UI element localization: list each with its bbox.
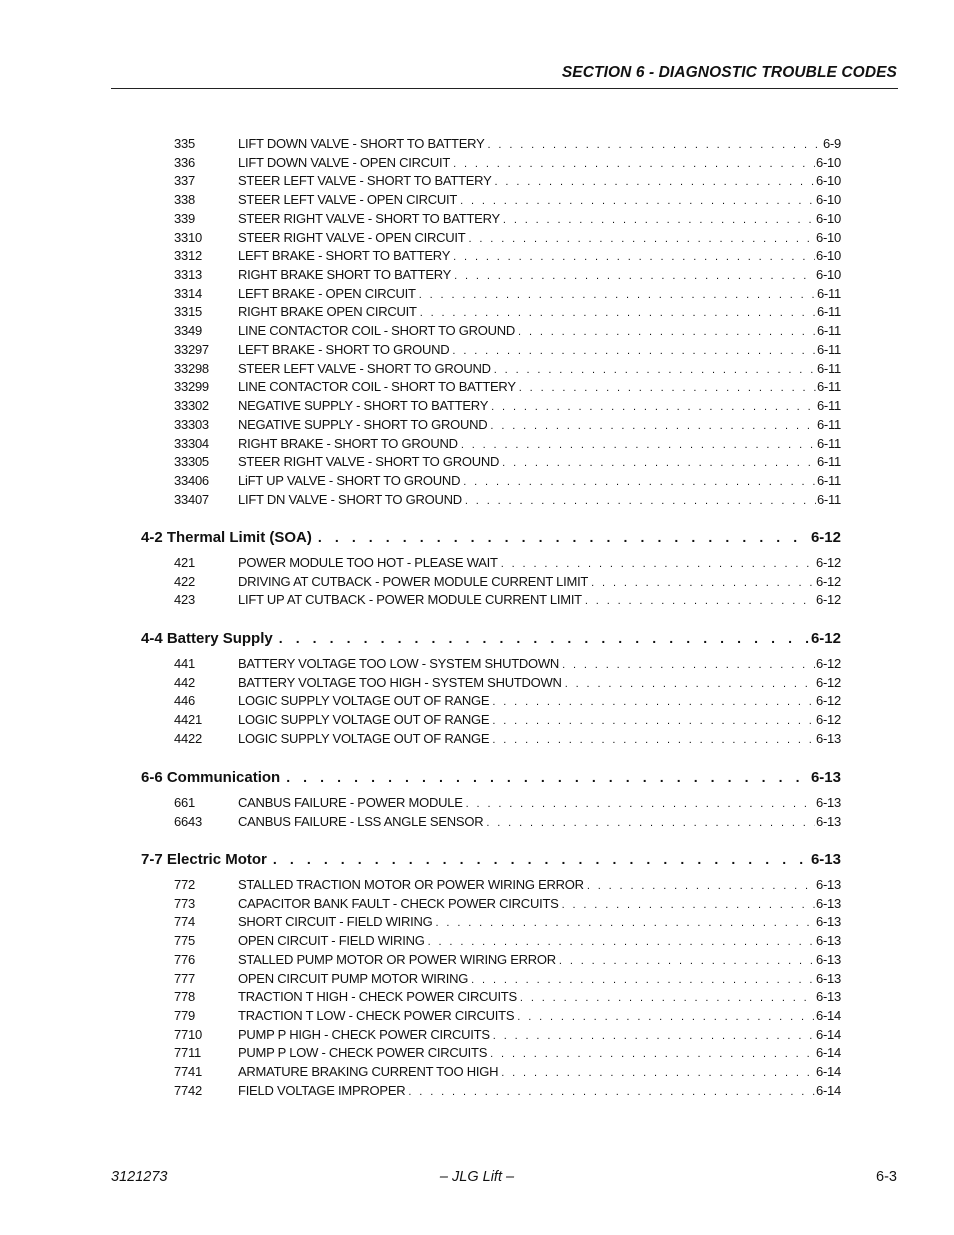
dot-leader <box>494 361 816 380</box>
entry-leader-line <box>238 1044 841 1064</box>
entry-page: 6-12 <box>815 592 841 608</box>
toc-entry[interactable] <box>0 322 954 341</box>
fault-code: 33297 <box>174 341 209 357</box>
fault-description: STALLED PUMP MOTOR OR POWER WIRING ERROR <box>238 951 556 967</box>
fault-description: LOGIC SUPPLY VOLTAGE OUT OF RANGE <box>238 712 490 728</box>
dot-leader <box>587 877 815 896</box>
fault-code: 7742 <box>174 1082 202 1098</box>
entry-page: 6-12 <box>815 693 841 709</box>
toc-entry[interactable] <box>0 435 954 454</box>
entry-leader-line <box>238 1063 841 1083</box>
toc-entry[interactable] <box>0 1044 954 1063</box>
entry-leader-line <box>238 360 841 380</box>
fault-description: LEFT BRAKE - SHORT TO BATTERY <box>238 248 451 264</box>
toc-section-heading[interactable] <box>141 766 841 788</box>
section-heading-page: 6-13 <box>810 769 841 786</box>
fault-code: 33305 <box>174 454 209 470</box>
entry-leader-line <box>238 285 841 305</box>
dot-leader <box>501 1064 815 1083</box>
fault-code: 33299 <box>174 379 209 395</box>
toc-entry[interactable] <box>0 1063 954 1082</box>
dot-leader <box>273 848 809 870</box>
fault-description: RIGHT BRAKE OPEN CIRCUIT <box>238 304 417 320</box>
entry-leader-line <box>238 1082 841 1102</box>
fault-code: 776 <box>174 951 195 967</box>
section-heading-label: 4-4 Battery Supply <box>141 630 273 647</box>
entry-leader-line <box>238 416 841 436</box>
entry-page: 6-14 <box>815 1064 841 1080</box>
toc-entry[interactable] <box>0 932 954 951</box>
section-heading-page: 6-12 <box>810 630 841 647</box>
entry-page: 6-11 <box>816 360 841 376</box>
fault-description: ARMATURE BRAKING CURRENT TOO HIGH <box>238 1064 499 1080</box>
fault-description: LIFT UP AT CUTBACK - POWER MODULE CURRENT LIMIT <box>238 592 582 608</box>
toc-entry[interactable] <box>0 711 954 730</box>
fault-code: 3315 <box>174 304 202 320</box>
entry-leader-line <box>238 591 841 611</box>
dot-leader <box>517 1008 815 1027</box>
fault-code: 33407 <box>174 491 209 507</box>
fault-description: SHORT CIRCUIT - FIELD WIRING <box>238 914 433 930</box>
entry-leader-line <box>238 554 841 574</box>
fault-code: 33298 <box>174 360 209 376</box>
fault-code: 779 <box>174 1008 195 1024</box>
fault-description: BATTERY VOLTAGE TOO LOW - SYSTEM SHUTDOWN <box>238 656 560 671</box>
toc-entry[interactable] <box>0 491 954 510</box>
fault-code: 778 <box>174 989 195 1005</box>
fault-code: 33304 <box>174 435 209 451</box>
entry-leader-line <box>238 1026 841 1046</box>
fault-description: TRACTION T HIGH - CHECK POWER CIRCUITS <box>238 989 517 1005</box>
toc-entry[interactable] <box>0 341 954 360</box>
entry-leader-line <box>238 951 841 971</box>
toc-entry[interactable] <box>0 895 954 914</box>
toc-entry[interactable] <box>0 692 954 711</box>
dot-leader <box>501 555 815 574</box>
entry-leader-line <box>238 932 841 952</box>
fault-code: 4422 <box>174 730 202 746</box>
toc-entry[interactable] <box>0 378 954 397</box>
fault-code: 33406 <box>174 472 209 488</box>
entry-leader-line <box>238 813 841 833</box>
entry-page: 6-13 <box>815 951 841 967</box>
dot-leader <box>491 398 816 417</box>
entry-leader-line <box>238 303 841 323</box>
dot-leader <box>452 342 816 361</box>
entry-leader-line <box>238 135 841 155</box>
fault-code: 442 <box>174 674 195 690</box>
dot-leader <box>279 627 809 649</box>
entry-page: 6-9 <box>822 136 841 151</box>
dot-leader <box>461 436 816 455</box>
fault-description: CANBUS FAILURE - POWER MODULE <box>238 795 463 810</box>
toc-entry[interactable] <box>0 229 954 248</box>
dot-leader <box>562 896 815 915</box>
entry-leader-line <box>238 266 841 286</box>
fault-description: NEGATIVE SUPPLY - SHORT TO BATTERY <box>238 398 489 414</box>
entry-leader-line <box>238 472 841 492</box>
dot-leader <box>318 526 809 548</box>
entry-page: 6-10 <box>815 248 841 264</box>
toc-entry[interactable] <box>0 303 954 322</box>
dot-leader <box>490 1045 815 1064</box>
entry-page: 6-12 <box>815 555 841 570</box>
toc-entry[interactable] <box>0 655 954 674</box>
dot-leader <box>493 1027 815 1046</box>
toc-section-heading[interactable] <box>141 526 841 548</box>
fault-code: 7711 <box>174 1045 201 1061</box>
entry-leader-line <box>238 210 841 230</box>
fault-description: OPEN CIRCUIT - FIELD WIRING <box>238 933 425 949</box>
fault-code: 421 <box>174 555 195 570</box>
dot-leader <box>486 814 815 833</box>
entry-leader-line <box>238 970 841 990</box>
fault-code: 337 <box>174 173 195 189</box>
dot-leader <box>453 155 815 174</box>
toc-entry[interactable] <box>0 970 954 989</box>
dot-leader <box>502 454 816 473</box>
fault-code: 661 <box>174 795 195 810</box>
fault-code: 33303 <box>174 416 209 432</box>
fault-description: TRACTION T LOW - CHECK POWER CIRCUITS <box>238 1008 515 1024</box>
toc-entry[interactable] <box>0 247 954 266</box>
fault-description: NEGATIVE SUPPLY - SHORT TO GROUND <box>238 416 488 432</box>
entry-page: 6-13 <box>815 877 841 892</box>
fault-code: 3314 <box>174 285 202 301</box>
fault-description: RIGHT BRAKE - SHORT TO GROUND <box>238 435 458 451</box>
entry-page: 6-13 <box>815 813 841 829</box>
entry-page: 6-14 <box>815 1045 841 1061</box>
entry-leader-line <box>238 247 841 267</box>
entry-page: 6-12 <box>815 573 841 589</box>
fault-description: DRIVING AT CUTBACK - POWER MODULE CURRENT LIMIT <box>238 573 589 589</box>
section-heading-page: 6-12 <box>810 529 841 546</box>
toc-entry[interactable] <box>0 266 954 285</box>
fault-description: LINE CONTACTOR COIL - SHORT TO GROUND <box>238 323 516 339</box>
fault-description: OPEN CIRCUIT PUMP MOTOR WIRING <box>238 970 469 986</box>
fault-description: POWER MODULE TOO HOT - PLEASE WAIT <box>238 555 498 570</box>
fault-description: LOGIC SUPPLY VOLTAGE OUT OF RANGE <box>238 730 490 746</box>
entry-page: 6-11 <box>816 304 841 320</box>
fault-description: LOGIC SUPPLY VOLTAGE OUT OF RANGE <box>238 693 490 709</box>
entry-page: 6-11 <box>816 454 841 470</box>
entry-page: 6-10 <box>815 210 841 226</box>
dot-leader <box>519 379 816 398</box>
entry-leader-line <box>238 711 841 731</box>
fault-code: 4421 <box>174 712 202 728</box>
entry-leader-line <box>238 397 841 417</box>
entry-leader-line <box>238 491 841 511</box>
entry-leader-line <box>238 435 841 455</box>
dot-leader <box>492 693 815 712</box>
entry-page: 6-13 <box>815 933 841 949</box>
entry-page: 6-13 <box>815 989 841 1005</box>
dot-leader <box>495 173 815 192</box>
fault-code: 777 <box>174 970 195 986</box>
entry-leader-line <box>238 154 841 174</box>
entry-page: 6-11 <box>816 285 841 301</box>
entry-page: 6-10 <box>815 154 841 170</box>
entry-page: 6-12 <box>815 674 841 690</box>
dot-leader <box>518 323 816 342</box>
entry-leader-line <box>238 655 841 675</box>
fault-description: RIGHT BRAKE SHORT TO BATTERY <box>238 267 452 283</box>
fault-code: 336 <box>174 154 195 170</box>
entry-leader-line <box>238 172 841 192</box>
toc-entry[interactable] <box>0 210 954 229</box>
entry-page: 6-11 <box>816 398 841 414</box>
dot-leader <box>488 136 822 155</box>
fault-code: 773 <box>174 895 195 911</box>
toc-entry[interactable] <box>0 172 954 191</box>
toc-section-heading[interactable] <box>141 848 841 870</box>
entry-page: 6-13 <box>815 895 841 911</box>
entry-leader-line <box>238 794 841 814</box>
toc-entry[interactable] <box>0 554 954 573</box>
section-title: SECTION 6 - DIAGNOSTIC TROUBLE CODES <box>561 64 897 81</box>
section-heading-label: 7-7 Electric Motor <box>141 851 267 868</box>
toc-entry[interactable] <box>0 135 954 154</box>
toc-entry[interactable] <box>0 1026 954 1045</box>
toc-entry[interactable] <box>0 285 954 304</box>
dot-leader <box>436 914 815 933</box>
entry-leader-line <box>238 341 841 361</box>
toc-entry[interactable] <box>0 591 954 610</box>
fault-description: LEFT BRAKE - OPEN CIRCUIT <box>238 285 416 301</box>
fault-code: 6643 <box>174 813 202 829</box>
dot-leader <box>465 492 816 511</box>
fault-code: 774 <box>174 914 195 930</box>
dot-leader <box>453 248 815 267</box>
entry-page: 6-10 <box>815 229 841 245</box>
entry-leader-line <box>238 895 841 915</box>
entry-leader-line <box>238 229 841 249</box>
dot-leader <box>492 712 815 731</box>
fault-code: 3313 <box>174 267 202 283</box>
entry-page: 6-11 <box>816 323 841 339</box>
dot-leader <box>454 267 815 286</box>
entry-page: 6-14 <box>815 1026 841 1042</box>
dot-leader <box>503 211 815 230</box>
entry-leader-line <box>238 692 841 712</box>
entry-page: 6-10 <box>815 267 841 283</box>
fault-code: 335 <box>174 136 195 151</box>
dot-leader <box>562 656 815 675</box>
fault-code: 3312 <box>174 248 202 264</box>
fault-code: 422 <box>174 573 195 589</box>
toc-entry[interactable] <box>0 191 954 210</box>
toc-entry[interactable] <box>0 951 954 970</box>
fault-description: LIFT DOWN VALVE - OPEN CIRCUIT <box>238 154 451 170</box>
fault-code: 772 <box>174 877 195 892</box>
toc-entry[interactable] <box>0 876 954 895</box>
dot-leader <box>420 304 816 323</box>
entry-page: 6-13 <box>815 795 841 810</box>
toc-entry[interactable] <box>0 573 954 592</box>
fault-description: BATTERY VOLTAGE TOO HIGH - SYSTEM SHUTDOWN <box>238 674 562 690</box>
fault-description: FIELD VOLTAGE IMPROPER <box>238 1082 406 1098</box>
entry-leader-line <box>238 730 841 750</box>
toc-entry[interactable] <box>0 1082 954 1101</box>
entry-leader-line <box>238 453 841 473</box>
dot-leader <box>428 933 815 952</box>
header-rule <box>111 88 898 89</box>
dot-leader <box>463 473 816 492</box>
dot-leader <box>419 286 816 305</box>
fault-code: 7710 <box>174 1026 202 1042</box>
toc-entry[interactable] <box>0 416 954 435</box>
entry-page: 6-11 <box>816 491 841 507</box>
toc-entry[interactable] <box>0 453 954 472</box>
toc-entry[interactable] <box>0 397 954 416</box>
toc-entry[interactable] <box>0 730 954 749</box>
toc-entry[interactable] <box>0 674 954 693</box>
fault-description: STEER RIGHT VALVE - SHORT TO BATTERY <box>238 210 500 226</box>
entry-leader-line <box>238 322 841 342</box>
entry-page: 6-10 <box>815 173 841 189</box>
section-heading-page: 6-13 <box>810 851 841 868</box>
entry-leader-line <box>238 1007 841 1027</box>
fault-description: LIFT DN VALVE - SHORT TO GROUND <box>238 491 462 507</box>
fault-code: 423 <box>174 592 195 608</box>
fault-description: PUMP P LOW - CHECK POWER CIRCUITS <box>238 1045 488 1061</box>
entry-page: 6-11 <box>816 416 841 432</box>
fault-description: STEER RIGHT VALVE - SHORT TO GROUND <box>238 454 500 470</box>
fault-description: STEER LEFT VALVE - OPEN CIRCUIT <box>238 192 458 208</box>
entry-page: 6-11 <box>816 472 841 488</box>
fault-code: 441 <box>174 656 195 671</box>
dot-leader <box>468 230 814 249</box>
fault-code: 446 <box>174 693 195 709</box>
page-number: 6-3 <box>876 1169 897 1185</box>
dot-leader <box>286 766 809 788</box>
fault-code: 33302 <box>174 398 209 414</box>
toc-entry[interactable] <box>0 360 954 379</box>
entry-leader-line <box>238 573 841 593</box>
entry-page: 6-13 <box>815 730 841 746</box>
toc-entry[interactable] <box>0 913 954 932</box>
fault-code: 3349 <box>174 323 202 339</box>
toc-entry[interactable] <box>0 988 954 1007</box>
fault-description: STEER LEFT VALVE - SHORT TO GROUND <box>238 360 491 376</box>
entry-page: 6-10 <box>815 192 841 208</box>
fault-description: CAPACITOR BANK FAULT - CHECK POWER CIRCUITS <box>238 895 559 911</box>
doc-number: 3121273 <box>111 1169 168 1185</box>
fault-description: STALLED TRACTION MOTOR OR POWER WIRING ERROR <box>238 877 584 892</box>
dot-leader <box>408 1083 815 1102</box>
fault-description: STEER LEFT VALVE - SHORT TO BATTERY <box>238 173 492 189</box>
toc-entry[interactable] <box>0 813 954 832</box>
entry-leader-line <box>238 191 841 211</box>
fault-code: 7741 <box>174 1064 202 1080</box>
fault-description: CANBUS FAILURE - LSS ANGLE SENSOR <box>238 813 484 829</box>
entry-leader-line <box>238 378 841 398</box>
entry-page: 6-14 <box>815 1082 841 1098</box>
toc-entry[interactable] <box>0 154 954 173</box>
fault-description: STEER RIGHT VALVE - OPEN CIRCUIT <box>238 229 466 245</box>
fault-code: 338 <box>174 192 195 208</box>
entry-leader-line <box>238 674 841 694</box>
dot-leader <box>490 417 816 436</box>
entry-page: 6-12 <box>815 712 841 728</box>
toc-entry[interactable] <box>0 1007 954 1026</box>
fault-description: LIFT DOWN VALVE - SHORT TO BATTERY <box>238 136 485 151</box>
dot-leader <box>591 574 815 593</box>
entry-page: 6-13 <box>815 970 841 986</box>
fault-description: LEFT BRAKE - SHORT TO GROUND <box>238 341 450 357</box>
entry-page: 6-11 <box>816 379 841 395</box>
toc-entry[interactable] <box>0 794 954 813</box>
section-heading-label: 6-6 Communication <box>141 769 281 786</box>
section-heading-label: 4-2 Thermal Limit (SOA) <box>141 529 312 546</box>
dot-leader <box>492 731 815 750</box>
toc-section-heading[interactable] <box>141 627 841 649</box>
fault-description: PUMP P HIGH - CHECK POWER CIRCUITS <box>238 1026 490 1042</box>
fault-description: LiFT UP VALVE - SHORT TO GROUND <box>238 472 461 488</box>
entry-page: 6-13 <box>815 914 841 930</box>
dot-leader <box>460 192 815 211</box>
entry-leader-line <box>238 876 841 896</box>
fault-description: LINE CONTACTOR COIL - SHORT TO BATTERY <box>238 379 516 395</box>
entry-leader-line <box>238 988 841 1008</box>
dot-leader <box>565 675 815 694</box>
dot-leader <box>585 592 815 611</box>
dot-leader <box>471 971 815 990</box>
entry-page: 6-12 <box>815 656 841 671</box>
entry-page: 6-11 <box>816 435 841 451</box>
dot-leader <box>520 989 815 1008</box>
toc-entry[interactable] <box>0 472 954 491</box>
dot-leader <box>559 952 815 971</box>
entry-page: 6-14 <box>815 1008 841 1024</box>
entry-page: 6-11 <box>816 341 841 357</box>
fault-code: 775 <box>174 933 195 949</box>
entry-leader-line <box>238 913 841 933</box>
fault-code: 339 <box>174 210 195 226</box>
footer-brand: – JLG Lift – <box>439 1169 515 1185</box>
fault-code: 3310 <box>174 229 202 245</box>
dot-leader <box>466 795 815 814</box>
